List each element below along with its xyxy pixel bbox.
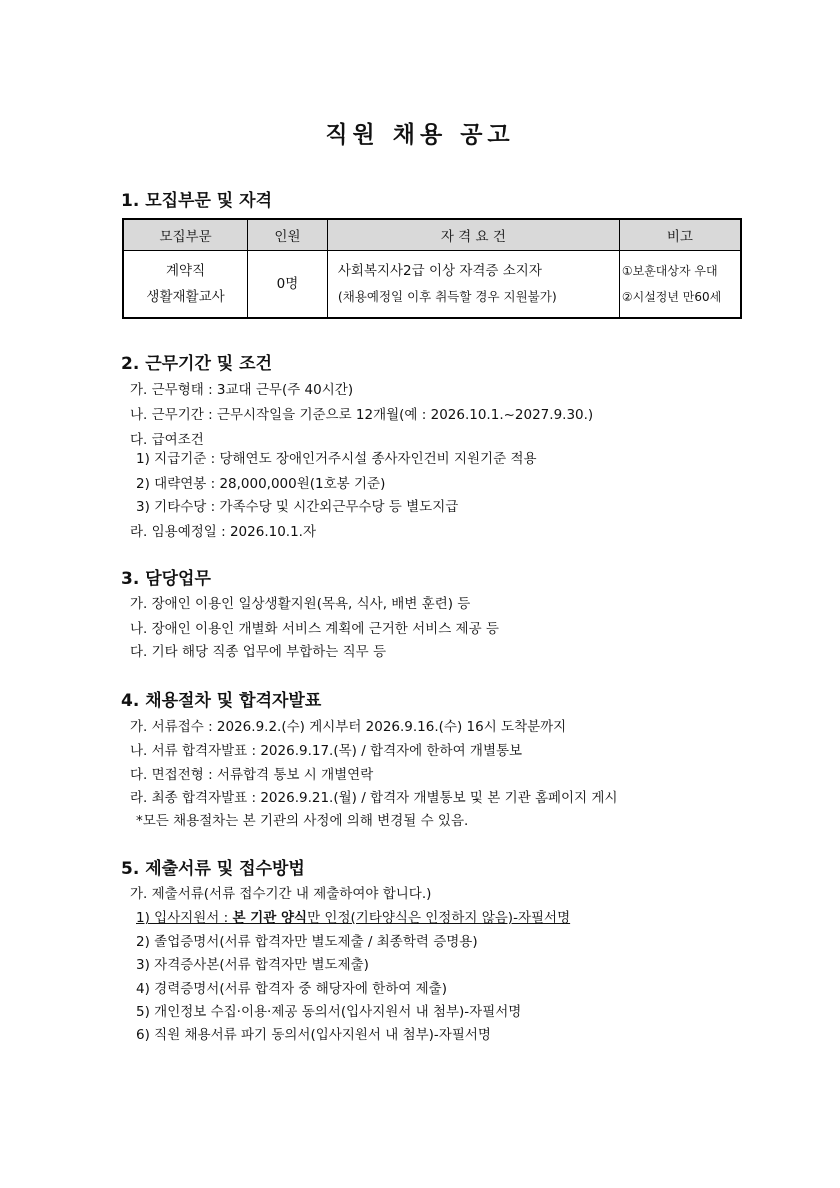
- table-header: 비고: [619, 219, 741, 251]
- count-cell: 0명: [248, 251, 328, 319]
- item-bold: 본 기관 양식: [232, 910, 308, 926]
- text-line: *모든 채용절차는 본 기관의 사정에 의해 변경될 수 있음.: [136, 813, 469, 829]
- section5-heading: 5. 제출서류 및 접수방법: [121, 859, 305, 879]
- text-line: 나. 장애인 이용인 개별화 서비스 계획에 근거한 서비스 제공 등: [130, 621, 499, 637]
- section2-heading: 2. 근무기간 및 조건: [121, 354, 272, 374]
- section4-heading: 4. 채용절차 및 합격자발표: [121, 691, 322, 711]
- text-line: 2) 대략연봉 : 28,000,000원(1호봉 기준): [136, 476, 386, 492]
- section3-heading: 3. 담당업무: [121, 569, 211, 589]
- text-line: 5) 개인정보 수집·이용·제공 동의서(입사지원서 내 첨부)-자필서명: [136, 1004, 522, 1020]
- section1-heading: 1. 모집부문 및 자격: [121, 191, 272, 211]
- requirement-line: (채용예정일 이후 취득할 경우 지원불가): [337, 289, 557, 304]
- text-line: 나. 근무기간 : 근무시작일을 기준으로 12개월(예 : 2026.10.1.~2027.9.30.): [130, 407, 594, 423]
- text-line: 1) 지급기준 : 당해연도 장애인거주시설 종사자인건비 지원기준 적용: [136, 451, 537, 467]
- note-line: ②시설정년 만60세: [621, 290, 722, 304]
- text-line: 6) 직원 채용서류 파기 동의서(입사지원서 내 첨부)-자필서명: [136, 1027, 491, 1043]
- department-line: 계약직: [165, 263, 206, 279]
- item-prefix: 1) 입사지원서 :: [136, 910, 233, 926]
- table-header: 인원: [248, 219, 328, 251]
- text-line: 라. 임용예정일 : 2026.10.1.자: [130, 524, 316, 540]
- text-line: 다. 급여조건: [130, 432, 204, 448]
- text-line: 가. 제출서류(서류 접수기간 내 제출하여야 합니다.): [130, 886, 432, 902]
- department-cell: [123, 251, 248, 319]
- text-line: 나. 서류 합격자발표 : 2026.9.17.(목) / 합격자에 한하여 개별통보: [130, 743, 523, 759]
- table-header-row: [123, 219, 741, 251]
- text-line: 3) 자격증사본(서류 합격자만 별도제출): [136, 957, 369, 973]
- page-title: 직원 채용 공고: [325, 122, 515, 148]
- table-header: 모집부문: [123, 219, 248, 251]
- note-cell: [619, 251, 741, 319]
- recruitment-table: [122, 218, 742, 319]
- text-line: 가. 서류접수 : 2026.9.2.(수) 게시부터 2026.9.16.(수) 16시 도착분까지: [130, 719, 567, 735]
- text-line: 다. 면접전형 : 서류합격 통보 시 개별연락: [130, 767, 374, 783]
- department-line: 생활재활교사: [146, 289, 225, 305]
- item-suffix: 만 인정(기타양식은 인정하지 않음)-자필서명: [307, 910, 571, 926]
- table-row: [123, 251, 741, 319]
- requirement-line: 사회복지사2급 이상 자격증 소지자: [337, 263, 542, 279]
- text-line: 가. 장애인 이용인 일상생활지원(목욕, 식사, 배변 훈련) 등: [130, 596, 471, 612]
- text-line: [136, 906, 570, 926]
- text-line: 3) 기타수당 : 가족수당 및 시간외근무수당 등 별도지급: [136, 499, 459, 515]
- text-line: 다. 기타 해당 직종 업무에 부합하는 직무 등: [130, 644, 387, 660]
- text-line: 라. 최종 합격자발표 : 2026.9.21.(월) / 합격자 개별통보 및 본 기관 홈페이지 게시: [130, 790, 618, 806]
- note-line: ①보훈대상자 우대: [621, 264, 718, 278]
- text-line: 4) 경력증명서(서류 합격자 중 해당자에 한하여 제출): [136, 981, 447, 997]
- table-header: 자 격 요 건: [327, 219, 619, 251]
- text-line: 가. 근무형태 : 3교대 근무(주 40시간): [130, 382, 354, 398]
- text-line: 2) 졸업증명서(서류 합격자만 별도제출 / 최종학력 증명용): [136, 934, 478, 950]
- requirement-cell: [327, 251, 619, 319]
